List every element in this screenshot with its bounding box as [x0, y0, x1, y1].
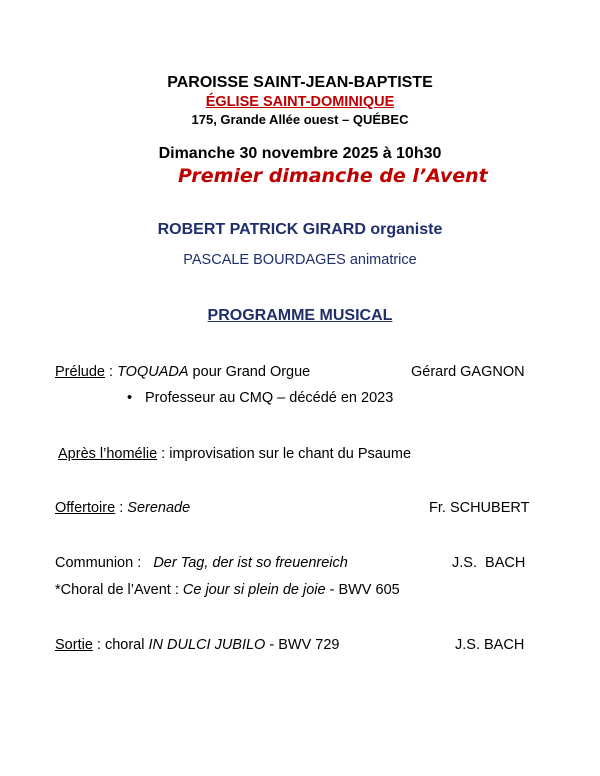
choral-line: [55, 582, 400, 598]
programme-title: PROGRAMME MUSICAL: [207, 307, 393, 324]
offertory-composer: Fr. SCHUBERT: [429, 500, 530, 516]
prelude-work: TOQUADA: [117, 364, 189, 380]
homily-label: Après l’homélie: [58, 446, 158, 462]
animator-name: PASCALE BOURDAGES: [183, 252, 346, 268]
organist-name: ROBERT PATRICK GIRARD: [157, 221, 366, 238]
exit-suffix: - BWV 729: [265, 637, 340, 653]
organist-role: organiste: [365, 221, 443, 238]
prelude-sep: :: [104, 364, 118, 380]
choral-work: Ce jour si plein de joie: [182, 582, 326, 598]
choral-prefix: *Choral de l’Avent :: [55, 582, 183, 598]
liturgical-occasion: [178, 165, 488, 188]
prelude-label: Prélude: [55, 364, 105, 380]
occasion-text: Premier dimanche de l’Avent: [178, 165, 488, 187]
homily-detail: : improvisation sur le chant du Psaume: [157, 446, 412, 462]
offertory-sep: :: [115, 500, 128, 516]
parish-title: PAROISSE SAINT-JEAN-BAPTISTE: [167, 74, 433, 91]
communion-line: [55, 555, 348, 571]
church-address: 175, Grande Allée ouest – QUÉBEC: [191, 112, 409, 127]
prelude-note-item: [127, 390, 393, 406]
organist-line: [0, 221, 600, 239]
prelude-composer: Gérard GAGNON: [411, 364, 525, 380]
bullet-icon: •: [127, 390, 133, 406]
exit-label: Sortie: [55, 637, 93, 653]
exit-detail: : choral: [92, 637, 149, 653]
prelude-detail: pour Grand Orgue: [188, 364, 311, 380]
choral-suffix: - BWV 605: [325, 582, 400, 598]
animator-role: animatrice: [345, 252, 417, 268]
exit-composer: J.S. BACH: [455, 637, 525, 653]
communion-sep: :: [133, 555, 154, 571]
animator-line: [0, 252, 600, 268]
prelude-line: [55, 364, 310, 380]
prelude-note: Professeur au CMQ – décédé en 2023: [145, 390, 394, 406]
exit-work: IN DULCI JUBILO: [148, 637, 266, 653]
offertory-work: Serenade: [127, 500, 191, 516]
church-name: ÉGLISE SAINT-DOMINIQUE: [205, 94, 395, 110]
exit-line: [55, 637, 339, 653]
offertory-line: [55, 500, 190, 516]
communion-composer: J.S. BACH: [452, 555, 526, 571]
offertory-label: Offertoire: [55, 500, 116, 516]
communion-work: Der Tag, der ist so freuenreich: [153, 555, 348, 571]
homily-line: [58, 446, 411, 462]
communion-label: Communion: [55, 555, 134, 571]
service-date: Dimanche 30 novembre 2025 à 10h30: [158, 145, 442, 162]
